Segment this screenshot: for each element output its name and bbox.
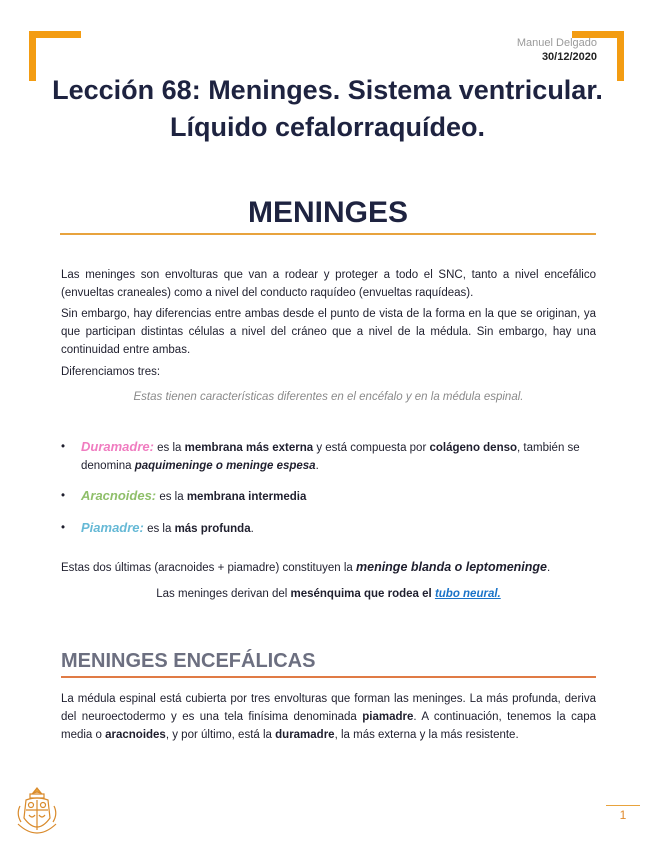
text: y está compuesta por xyxy=(313,442,430,454)
bullet-dot-icon: • xyxy=(61,441,66,453)
text: es la xyxy=(143,523,175,535)
section-heading-meninges-encefalicas: MENINGES ENCEFÁLICAS xyxy=(61,650,316,672)
corner-bracket-left-top xyxy=(29,31,81,38)
section-heading-meninges: MENINGES xyxy=(247,196,409,229)
header-date: 30/12/2020 xyxy=(541,51,597,63)
heading-divider xyxy=(60,233,596,235)
list-item-aracnoides xyxy=(61,487,596,507)
header-author: Manuel Delgado xyxy=(516,37,597,49)
term-aracnoides: Aracnoides: xyxy=(81,488,157,503)
text: La médula espinal está cubierta por tres envolturas que forman las meninges. La más profunda, deriva del neuroectodermo y es una tela finísima denominada xyxy=(61,693,596,723)
text: , la más externa y la más resistente. xyxy=(334,729,519,741)
text: es la xyxy=(153,442,185,454)
page-title: Lección 68: Meninges. Sistema ventricular. Líquido cefalorraquídeo. xyxy=(52,75,603,142)
bold-italic-text: paquimeninge o meninge espesa xyxy=(134,460,316,472)
text: , y por último, está la xyxy=(165,729,276,741)
university-seal-icon xyxy=(12,784,62,840)
text: es la xyxy=(156,491,187,503)
paragraph-list-intro: Diferenciamos tres: xyxy=(61,366,161,378)
note-italic: Estas tienen características diferentes en el encéfalo y en la médula espinal. xyxy=(133,391,524,403)
term-duramadre: Duramadre: xyxy=(81,439,154,454)
corner-bracket-right-side xyxy=(617,31,624,81)
paragraph-origin xyxy=(61,585,596,603)
list-item-piamadre xyxy=(61,519,596,539)
bold-text: membrana intermedia xyxy=(186,491,307,503)
subheading-divider xyxy=(61,676,596,678)
text: Estas dos últimas (aracnoides + piamadre) constituyen la xyxy=(61,562,356,574)
bold-text: aracnoides xyxy=(105,729,166,741)
bold-text: membrana más externa xyxy=(184,442,314,454)
corner-bracket-left-side xyxy=(29,31,36,81)
bold-text: colágeno denso xyxy=(429,442,518,454)
text: . xyxy=(547,562,551,574)
paragraph-encefalicas xyxy=(61,690,596,744)
paragraph-intro: Las meninges son envolturas que van a rodear y proteger a todo el SNC, tanto a nivel encefálico (envueltas craneales) como a nivel del conducto raquídeo (envueltas raquídeas). xyxy=(61,269,596,299)
bold-text: más profunda xyxy=(174,523,251,535)
bullet-dot-icon: • xyxy=(61,490,66,502)
text: . A continuación, tenemos la capa media o xyxy=(61,711,597,741)
bold-text: mesénquima que rodea el xyxy=(290,588,435,600)
bold-text: piamadre xyxy=(362,711,414,723)
text: Las meninges derivan del xyxy=(156,588,291,600)
term-piamadre: Piamadre: xyxy=(81,520,144,535)
text: . xyxy=(250,523,254,535)
bullet-dot-icon: • xyxy=(61,522,66,534)
text: , también se denomina xyxy=(81,442,580,472)
bold-text: duramadre xyxy=(275,729,335,741)
bold-italic-text: meninge blanda o leptomeninge xyxy=(356,560,547,574)
paragraph-differences: Sin embargo, hay diferencias entre ambas desde el punto de vista de la forma en la que se originan, ya que participan distintas células a nivel del cráneo que a nivel de la médula. Sin embargo, hay una continuidad entre ambas. xyxy=(61,308,596,356)
page-number: 1 xyxy=(619,808,627,822)
paragraph-leptomeninge xyxy=(61,558,596,577)
list-item-duramadre xyxy=(61,438,596,478)
text: . xyxy=(315,460,319,472)
page-number-rule xyxy=(606,805,640,806)
link-tubo-neural[interactable]: tubo neural. xyxy=(434,588,501,600)
